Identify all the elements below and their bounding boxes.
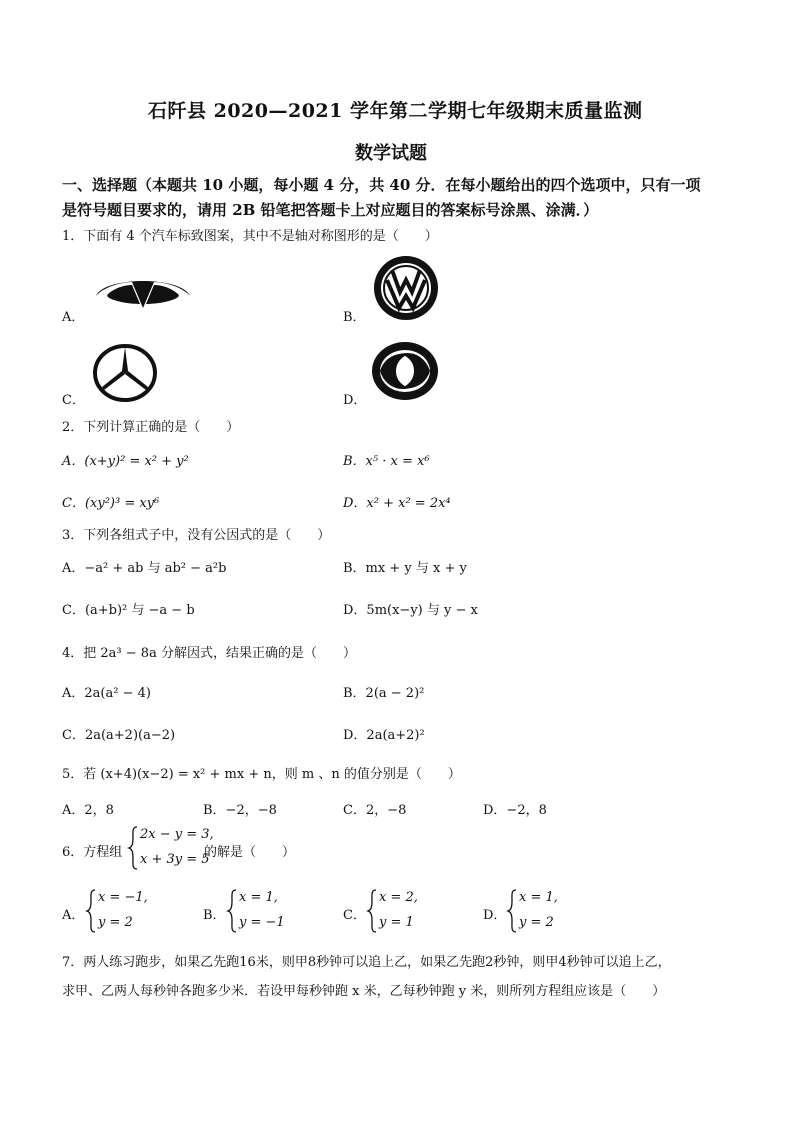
q6-option-c-line2: y = 1 (379, 915, 414, 930)
q6-option-d-label: D． (483, 908, 507, 923)
section-instructions-line1: 一、选择题（本题共 10 小题，每小题 4 分，共 40 分．在每小题给出的四个选项中，只有一项 (62, 176, 701, 194)
volkswagen-logo-icon (372, 254, 440, 322)
q6-stem-prefix: 6．方程组 (62, 845, 123, 860)
infiniti-logo-icon (94, 270, 192, 315)
q5-option-c: C．2，−8 (343, 803, 407, 818)
q3-stem: 3．下列各组式子中，没有公因式的是（ ） (62, 528, 331, 543)
q4-stem: 4．把 2a³ − 8a 分解因式，结果正确的是（ ） (62, 646, 356, 661)
q6-option-b-label: B． (203, 908, 226, 923)
q6-option-c-brace-icon (367, 889, 377, 933)
q6-option-b-brace-icon (227, 889, 237, 933)
q4-option-d: D．2a(a+2)² (343, 728, 425, 743)
q6-option-a-brace-icon (86, 889, 96, 933)
section-instructions-line2: 是符号题目要求的，请用 2B 铅笔把答题卡上对应题目的答案标号涂黑、涂满．） (62, 201, 599, 219)
q3-option-d: D．5m(x−y) 与 y − x (343, 603, 478, 618)
q3-option-c: C．(a+b)² 与 −a − b (62, 603, 195, 618)
q6-system-brace-icon (128, 826, 138, 870)
q1-stem: 1．下面有 4 个汽车标致图案，其中不是轴对称图形的是（ ） (62, 229, 438, 244)
q6-option-b-line1: x = 1, (239, 890, 278, 905)
daewoo-style-logo-icon (370, 340, 440, 402)
q5-option-b: B．−2，−8 (203, 803, 277, 818)
q1-option-d-label: D． (343, 393, 367, 408)
page-subtitle: 数学试题 (355, 143, 427, 164)
q4-option-b: B．2(a − 2)² (343, 686, 425, 701)
q2-option-c: C．(xy²)³ = xy⁶ (62, 496, 160, 511)
q1-option-c-label: C． (62, 393, 85, 408)
q2-option-b: B．x⁵ · x = x⁶ (343, 454, 430, 469)
q6-option-d-line1: x = 1, (519, 890, 558, 905)
q2-option-d: D．x² + x² = 2x⁴ (343, 496, 451, 511)
q5-option-d: D．−2，8 (483, 803, 547, 818)
q2-option-a: A．(x+y)² = x² + y² (62, 454, 189, 469)
q2-stem: 2．下列计算正确的是（ ） (62, 420, 240, 435)
page-title: 石阡县 2020—2021 学年第二学期七年级期末质量监测 (148, 100, 643, 122)
q3-option-b: B．mx + y 与 x + y (343, 561, 467, 576)
q6-option-a-line2: y = 2 (98, 915, 133, 930)
q6-option-d-brace-icon (507, 889, 517, 933)
q3-option-a: A．−a² + ab 与 ab² − a²b (62, 561, 227, 576)
q6-equation-2: x + 3y = 5 (140, 852, 210, 867)
q6-option-a-line1: x = −1, (98, 890, 148, 905)
q5-option-a: A．2，8 (62, 803, 114, 818)
q6-option-d-line2: y = 2 (519, 915, 554, 930)
q1-option-a-label: A． (62, 310, 85, 325)
q6-option-b-line2: y = −1 (239, 915, 285, 930)
q4-option-a: A．2a(a² − 4) (62, 686, 151, 701)
q6-equation-1: 2x − y = 3, (140, 827, 214, 842)
q6-option-c-label: C． (343, 908, 366, 923)
q4-option-c: C．2a(a+2)(a−2) (62, 728, 176, 743)
q1-option-b-label: B． (343, 310, 366, 325)
q7-stem-line1: 7．两人练习跑步，如果乙先跑16米，则甲8秒钟可以追上乙，如果乙先跑2秒钟，则甲4秒钟可以追上乙， (62, 955, 671, 970)
q6-stem-suffix: 的解是（ ） (204, 845, 296, 860)
q6-option-c-line1: x = 2, (379, 890, 418, 905)
mercedes-logo-icon (92, 344, 158, 402)
q6-option-a-label: A． (62, 908, 85, 923)
q5-stem: 5．若 (x+4)(x−2) = x² + mx + n，则 m 、n 的值分别是（ ） (62, 767, 461, 782)
q7-stem-line2: 求甲、乙两人每秒钟各跑多少米．若设甲每秒钟跑 x 米，乙每秒钟跑 y 米，则所列方程组应该是（ ） (62, 984, 666, 999)
